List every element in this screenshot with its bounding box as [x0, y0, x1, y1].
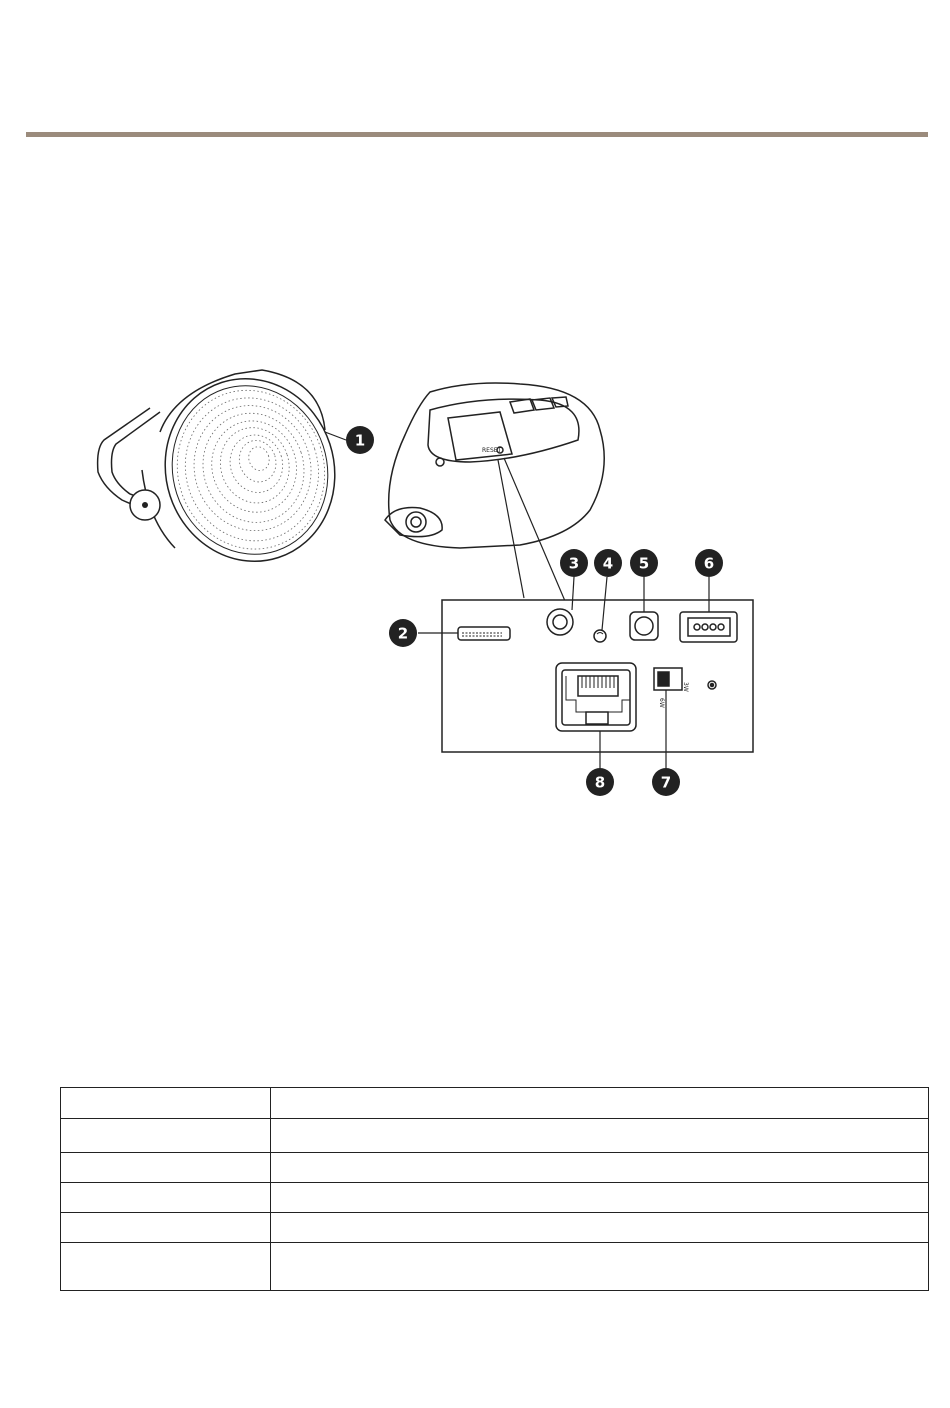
product-illustration [0, 340, 950, 820]
svg-text:4: 4 [602, 554, 614, 573]
table-cell [271, 1088, 929, 1119]
table-row [61, 1119, 929, 1153]
table-cell [271, 1153, 929, 1183]
svg-text:8: 8 [594, 773, 606, 792]
callout-3 [560, 549, 588, 577]
callout-5 [630, 549, 658, 577]
callout-8 [586, 768, 614, 796]
table-cell [61, 1183, 271, 1213]
table-row [61, 1213, 929, 1243]
table-cell [61, 1243, 271, 1291]
svg-text:5: 5 [638, 554, 650, 573]
svg-text:6: 6 [703, 554, 715, 573]
table-cell [61, 1153, 271, 1183]
svg-text:RESET: RESET [482, 447, 502, 454]
product-overview-figure [0, 340, 950, 820]
table-cell [61, 1213, 271, 1243]
callout-4 [594, 549, 622, 577]
table-row [61, 1153, 929, 1183]
table-cell [271, 1243, 929, 1291]
table-cell [271, 1213, 929, 1243]
svg-text:3: 3 [568, 554, 580, 573]
svg-text:3W: 3W [682, 682, 689, 692]
top-rule [26, 132, 928, 137]
table-cell [271, 1119, 929, 1153]
table-cell [271, 1183, 929, 1213]
callout-1 [346, 426, 374, 454]
svg-text:1: 1 [354, 431, 366, 450]
callout-7 [652, 768, 680, 796]
svg-text:7: 7 [660, 773, 672, 792]
table-cell [61, 1088, 271, 1119]
speaker-illustration [98, 357, 359, 584]
table-cell [61, 1119, 271, 1153]
svg-text:2: 2 [397, 624, 409, 643]
parts-table [60, 1087, 929, 1291]
table-row [61, 1183, 929, 1213]
svg-text:6W: 6W [658, 698, 665, 708]
callout-2 [389, 619, 417, 647]
table-row [61, 1088, 929, 1119]
table-row [61, 1243, 929, 1291]
callout-6 [695, 549, 723, 577]
connector-panel [418, 577, 753, 768]
